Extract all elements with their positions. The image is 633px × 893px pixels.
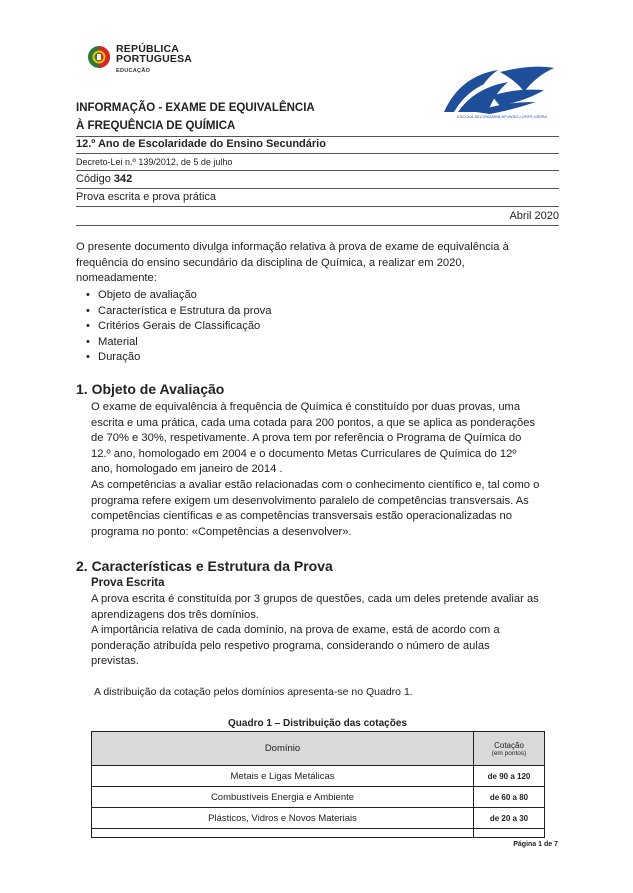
divider xyxy=(76,225,559,226)
republic-emblem-icon xyxy=(86,44,112,70)
intro-line: frequência do ensino secundário da disciplina de Química, a realizar em 2020, xyxy=(76,256,465,269)
school-logo xyxy=(440,62,558,122)
divider xyxy=(76,188,559,189)
list-item: • Objeto de avaliação xyxy=(86,288,271,304)
table-row xyxy=(92,787,545,808)
score-cell: de 90 a 120 xyxy=(474,766,545,787)
section1-line: competências científicas e as competências transversais estão operacionalizadas no xyxy=(91,510,513,523)
exam-code xyxy=(76,173,132,186)
page-number: Página 1 de 7 xyxy=(513,841,558,848)
domain-cell: Combustíveis Energia e Ambiente xyxy=(92,787,474,808)
exam-type: Prova escrita e prova prática xyxy=(76,191,217,203)
exam-code-label: Código xyxy=(76,173,111,185)
score-header-unit: (em pontos) xyxy=(491,749,527,757)
section1-heading: 1. Objeto de Avaliação xyxy=(76,381,225,397)
domain-cell: Plásticos, Vidros e Novos Materiais xyxy=(92,808,474,829)
table-header-row xyxy=(92,732,545,766)
school-year-line: 12.º Ano de Escolaridade do Ensino Secundário xyxy=(76,138,326,150)
section1-line: de 70% e 30%, respetivamente. A prova tem por referência o Programa de Química do xyxy=(91,432,522,445)
score-cell: de 60 a 80 xyxy=(474,787,545,808)
column-header-domain: Domínio xyxy=(92,732,474,766)
list-item: • Característica e Estrutura da prova xyxy=(86,304,271,320)
list-item: • Critérios Gerais de Classificação xyxy=(86,319,271,335)
column-header-score xyxy=(474,732,545,766)
school-logo-caption: ESCOLA SECUNDÁRIA AFONSO LOPES VIEIRA xyxy=(457,114,547,119)
government-logo xyxy=(86,42,216,82)
section1-line: escrita e uma prática, cada uma cotada para 200 pontos, a que se aplica as ponderações xyxy=(91,416,536,429)
decree-line: Decreto-Lei n.º 139/2012, de 5 de julho xyxy=(76,157,233,167)
section2-subheading: Prova Escrita xyxy=(91,577,165,589)
intro-paragraph xyxy=(76,240,559,287)
divider xyxy=(76,170,559,171)
section2-line: ponderação atribuída pelo respetivo programa, considerando o número de aulas xyxy=(91,639,490,652)
score-cell: de 20 a 30 xyxy=(474,808,545,829)
list-item: • Material xyxy=(86,335,271,351)
divider xyxy=(76,206,559,207)
gov-logo-line1: REPÚBLICA xyxy=(116,43,180,55)
section2-body xyxy=(91,592,559,670)
section1-line: 12.º ano, homologado em 2004 e o documento Metas Curriculares de Química do 12º xyxy=(91,447,517,460)
section2-line: A prova escrita é constituída por 3 grupos de questões, cada um deles pretende avaliar as xyxy=(91,593,539,605)
table-row xyxy=(92,766,545,787)
section1-line: programa no ponto: «Competências a desenvolver». xyxy=(91,525,352,538)
topics-list xyxy=(86,288,271,366)
intro-line: O presente documento divulga informação relativa à prova de exame de equivalência à xyxy=(76,241,509,253)
section2-heading: 2. Características e Estrutura da Prova xyxy=(76,558,333,574)
section2-line: aprendizagens dos três domínios. xyxy=(91,608,259,621)
divider xyxy=(76,153,559,154)
score-distribution-table xyxy=(91,731,545,838)
document-title-line1: INFORMAÇÃO - EXAME DE EQUIVALÊNCIA xyxy=(76,102,315,114)
section1-line: O exame de equivalência à frequência de Química é constituído por duas provas, uma xyxy=(91,401,521,413)
distribution-note: A distribuição da cotação pelos domínios apresenta-se no Quadro 1. xyxy=(94,686,413,698)
section1-body xyxy=(91,400,559,540)
domain-cell: Metais e Ligas Metálicas xyxy=(92,766,474,787)
empty-cell xyxy=(92,829,474,838)
document-date: Abril 2020 xyxy=(509,210,559,222)
exam-code-value: 342 xyxy=(113,173,133,185)
document-title-line2: À FREQUÊNCIA DE QUÍMICA xyxy=(76,120,236,132)
section1-line: ano, homologado em janeiro de 2014 . xyxy=(91,463,283,476)
table-caption: Quadro 1 – Distribuição das cotações xyxy=(228,718,407,729)
section1-line: As competências a avaliar estão relacionadas com o conhecimento científico e, tal como o xyxy=(91,478,540,491)
school-emblem-icon xyxy=(440,62,558,116)
section2-line: A importância relativa de cada domínio, na prova de exame, está de acordo com a xyxy=(91,624,500,637)
table-row xyxy=(92,829,545,838)
empty-cell xyxy=(474,829,545,838)
table-row xyxy=(92,808,545,829)
list-item: • Duração xyxy=(86,350,271,366)
score-header-label: Cotação xyxy=(494,740,524,750)
intro-line: nomeadamente: xyxy=(76,272,157,285)
section2-line: previstas. xyxy=(91,655,139,668)
section1-line: programa refere exigem um desenvolvimento paralelo de competências transversais. As xyxy=(91,494,529,507)
gov-logo-line2: PORTUGUESA xyxy=(116,53,193,65)
gov-logo-line3: EDUCAÇÃO xyxy=(116,68,151,74)
divider xyxy=(76,136,559,137)
